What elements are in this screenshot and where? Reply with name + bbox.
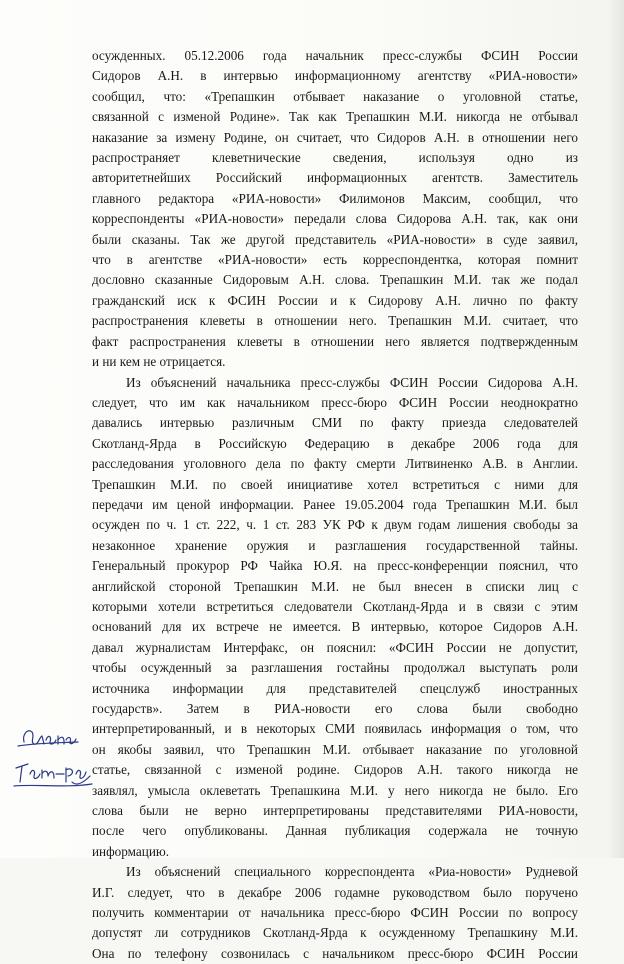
document-line: распространяет клеветнические сведения, используя одно из [92, 150, 578, 166]
document-line: заявлял, умысла оклеветать Трепашкина М.И. у него никогда не было. Его [92, 782, 578, 798]
document-line: английской стороной Трепашкин М.И. не был внесен в списки лиц с [92, 578, 578, 594]
document-line: следует, что им как начальником пресс-бюро ФСИН России неоднократно [92, 394, 578, 410]
document-line: распространения клеветы в отношении него. Трепашкин М.И. считает, что [92, 313, 578, 329]
document-line: Генеральный прокурор РФ Чайка Ю.Я. на пресс-конференции пояснил, что [92, 558, 578, 574]
document-line: авторитетнейших Российский информационных агентств. Заместитель [92, 170, 578, 186]
handwritten-margin-note [6, 712, 96, 822]
document-line: расследования уголовного дела по факту смерти Литвиненко А.В. в Англии. [92, 456, 578, 472]
document-line: И.Г. следует, что в декабре 2006 годамне руководством было поручено [92, 884, 578, 900]
document-line: корреспонденты «РИА-новости» передали слова Сидорова А.Н. так, как они [92, 211, 578, 227]
document-line: осужден по ч. 1 ст. 222, ч. 1 ст. 283 УК РФ к двум годам лишения свободы за [92, 517, 578, 533]
document-line: давал журналистам Интерфакс, он пояснил: «ФСИН России не допустит, [92, 639, 578, 655]
document-line: слова были не верно интерпретированы представителями РИА-новости, [92, 803, 578, 819]
document-line: наказание за измену Родине, он считает, что Сидоров А.Н. в отношении него [92, 129, 578, 145]
document-line: получить комментарии от начальника пресс-бюро ФСИН России по вопросу [92, 905, 578, 921]
document-line: допустят ли сотрудников Скотланд-Ярда к осужденному Трепашкину М.И. [92, 925, 578, 941]
handwritten-signature-icon [6, 712, 96, 822]
document-line: информацию. [92, 843, 170, 859]
document-line: незаконное хранение оружия и разглашения государственной тайны. [92, 537, 578, 553]
document-line: связанной с изменой Родине». Так как Трепашкин М.И. никогда не отбывал [92, 109, 578, 125]
document-line: после чего опубликованы. Данная публикация содержала не точную [92, 823, 578, 839]
page-edge-shadow [608, 0, 624, 858]
document-line: осужденных. 05.12.2006 года начальник пресс-службы ФСИН России [92, 48, 578, 63]
document-line: факт распространения клеветы в отношении него является подтвержденным [92, 333, 578, 349]
document-line: гражданский иск к ФСИН России и к Сидорову А.Н. лично по факту [92, 292, 578, 308]
document-line: были сказаны. Так же другой представитель «РИА-новости» в суде заявил, [92, 231, 578, 247]
document-line: сообщил, что: «Трепашкин отбывает наказание о уголовной статье, [92, 88, 578, 104]
document-line: Сидоров А.Н. в интервью информационному агентству «РИА-новости» [92, 68, 578, 84]
document-line: главного редактора «РИА-новости» Филимонов Максим, сообщил, что [92, 190, 578, 206]
document-line: Трепашкин М.И. по своей инициативе хотел встретиться с ними для [92, 476, 578, 492]
document-line: и ни кем не отрицается. [92, 354, 226, 370]
document-line: Она по телефону созвонилась с начальником пресс-бюро ФСИН России [92, 945, 578, 961]
document-line: Скотланд-Ярда в Российскую Федерацию в декабре 2006 года для [92, 435, 578, 451]
document-line: чтобы осужденный за разглашения гостайны продолжал выступать роли [92, 660, 578, 676]
document-line: передачи им ценой информации. Ранее 19.05.2004 года Трепашкин М.И. был [92, 496, 578, 512]
document-line: интерпретированный, и в некоторых СМИ появилась информация о том, что [92, 721, 578, 737]
document-line: государств». Затем в РИА-новости его слова были свободно [92, 701, 578, 716]
document-line: Из объяснений начальника пресс-службы ФСИН России Сидорова А.Н. [126, 374, 578, 390]
document-body [92, 46, 578, 964]
document-line: статье, связанной с изменой родине. Сидоров А.Н. такого никогда не [92, 762, 578, 778]
document-line: Из объяснений специального корреспондента «Риа-новости» Рудневой [126, 864, 578, 880]
document-line: источника информации для представителей спецслужб иностранных [92, 680, 578, 696]
document-line: дословно сказанные Сидоровым А.Н. слова. Трепашкин М.И. так же подал [92, 272, 578, 288]
document-line: которыми хотели встретиться следователи Скотланд-Ярда и в связи с этим [92, 598, 578, 614]
document-line: что в агентстве «РИА-новости» есть корреспондентка, которая помнит [92, 252, 578, 268]
document-line: давались интервью различным СМИ по факту приезда следователей [92, 415, 578, 431]
document-line: оснований для их встрече не имеется. В интервью, которое Сидоров А.Н. [92, 619, 578, 635]
document-line: он якобы заявил, что Трепашкин М.И. отбывает наказание по уголовной [92, 741, 578, 757]
